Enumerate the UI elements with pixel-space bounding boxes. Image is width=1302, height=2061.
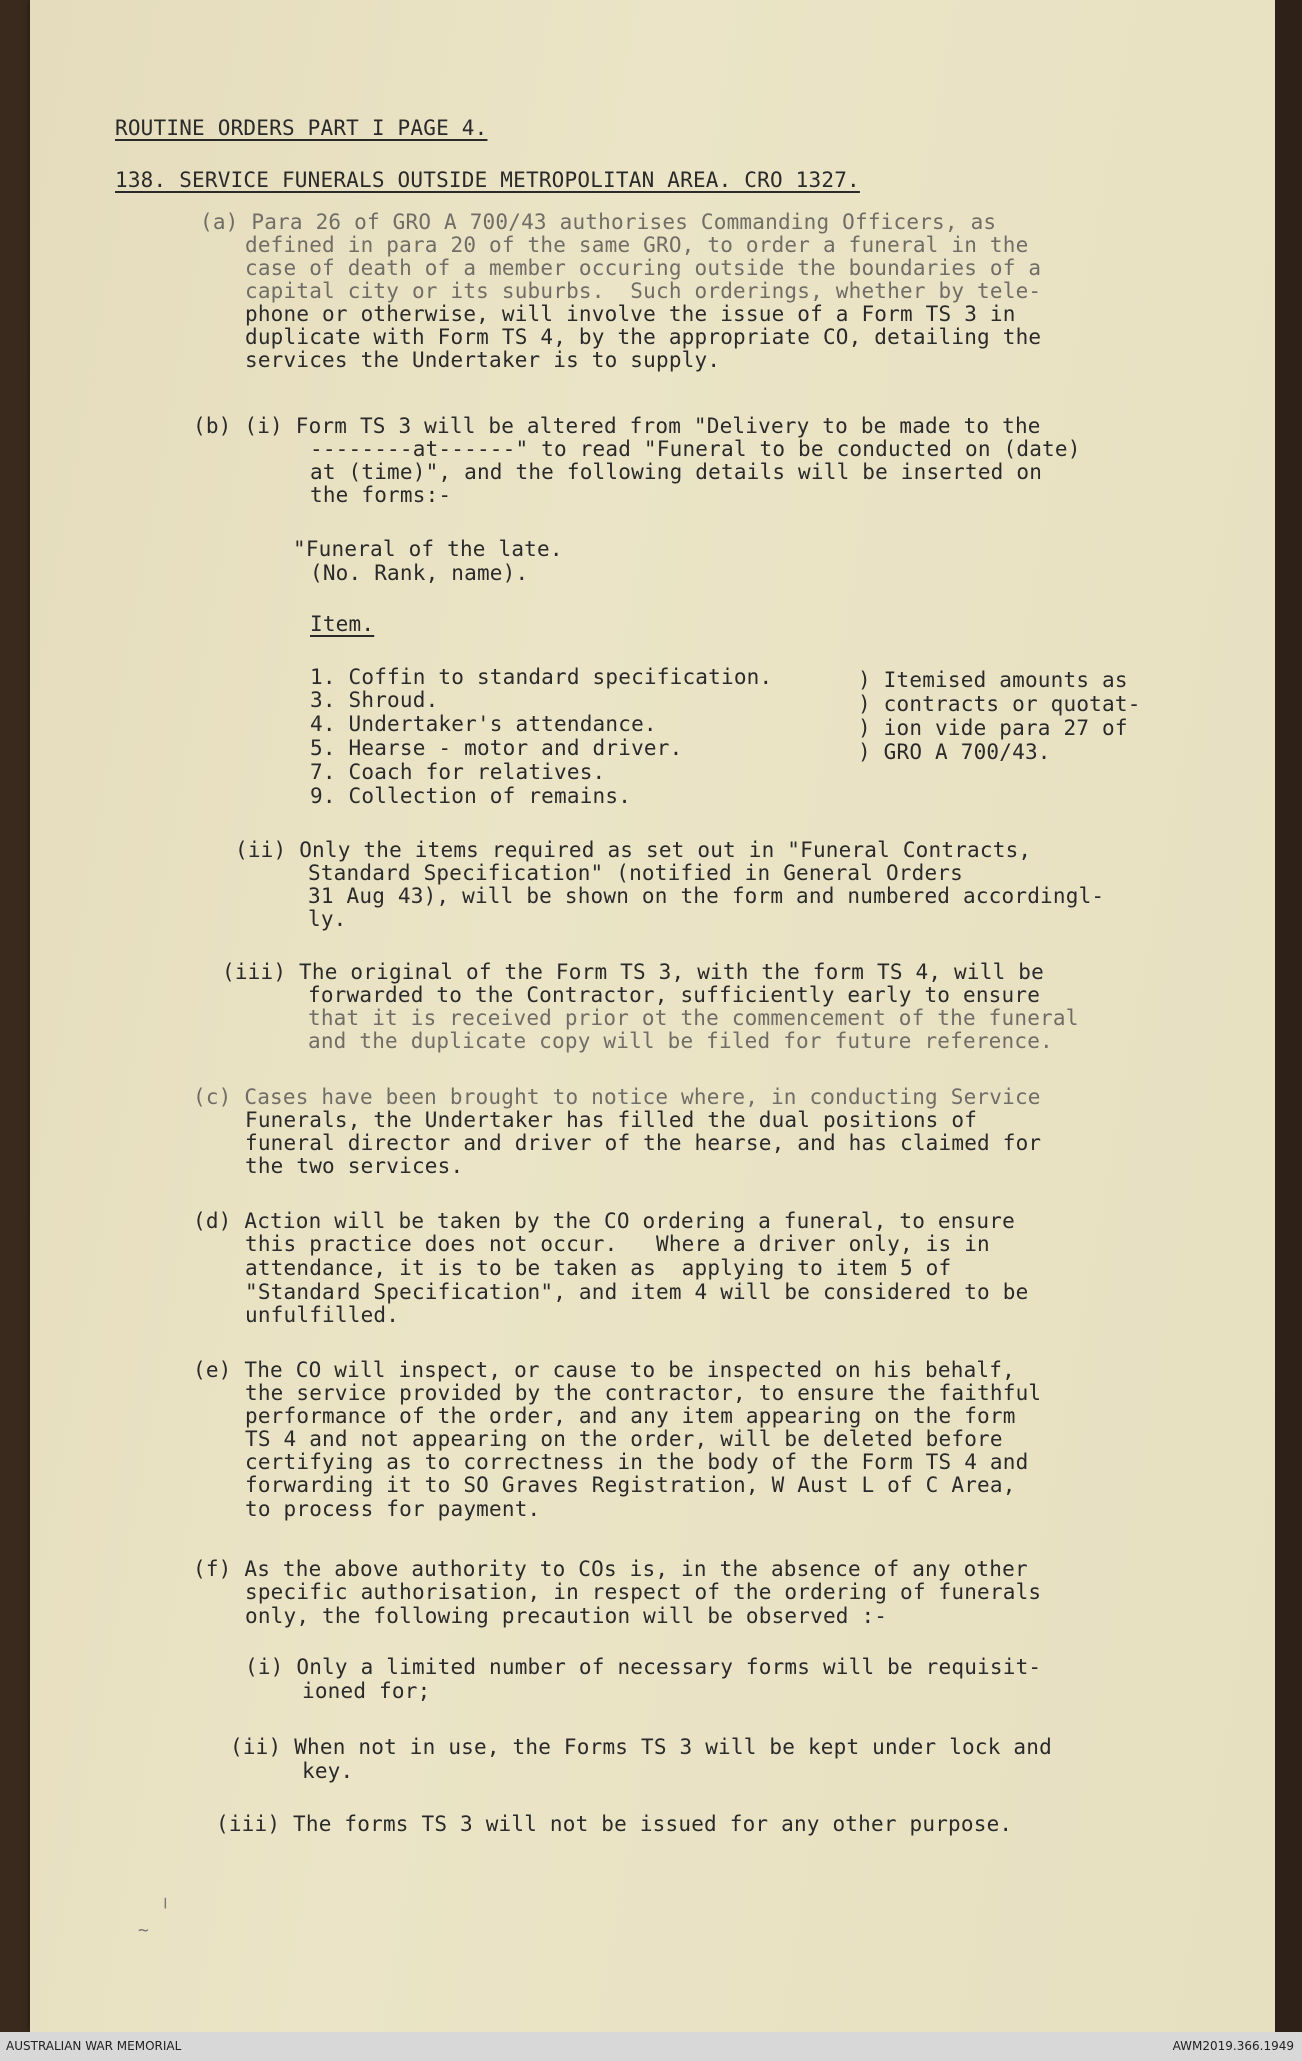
para-e-line: the service provided by the contractor, to ensure the faithful [245,1381,1042,1405]
para-a-line: capital city or its suburbs. Such orderings, whether by tele- [245,279,1042,303]
para-c-line: the two services. [245,1154,464,1178]
para-f-iii-line: (iii) The forms TS 3 will not be issued for any other purpose. [216,1812,1013,1836]
para-a-line: services the Undertaker is to supply. [245,348,721,372]
itemised-note-line: ) Itemised amounts as [858,668,1128,692]
para-e-line: performance of the order, and any item appearing on the form [245,1404,1016,1428]
para-e-line: TS 4 and not appearing on the order, will be deleted before [245,1427,1003,1451]
funeral-of-line: (No. Rank, name). [310,561,529,585]
para-b-i-line: (b) (i) Form TS 3 will be altered from "Delivery to be made to the [193,414,1041,438]
itemised-note-line: ) GRO A 700/43. [858,740,1051,764]
ink-smudge: ╷ [160,1888,171,1909]
para-b-i-line: --------at------" to read "Funeral to be conducted on (date) [310,437,1081,461]
para-a-line: phone or otherwise, will involve the issue of a Form TS 3 in [245,302,1016,326]
para-d-line: (d) Action will be taken by the CO ordering a funeral, to ensure [193,1209,1015,1233]
para-a-line: defined in para 20 of the same GRO, to order a funeral in the [245,233,1029,257]
footer-institution: AUSTRALIAN WAR MEMORIAL [6,2039,182,2053]
para-c-line: (c) Cases have been brought to notice where, in conducting Service [193,1085,1041,1109]
para-f-i-line: ioned for; [302,1679,431,1703]
item-heading: Item. [310,612,375,636]
para-b-iii-line: forwarded to the Contractor, sufficiently early to ensure [308,983,1041,1007]
para-a-line: duplicate with Form TS 4, by the appropriate CO, detailing the [245,325,1042,349]
archive-footer [0,2032,1302,2061]
para-e-line: to process for payment. [245,1497,541,1521]
para-b-iii-line: that it is received prior ot the commencement of the funeral [308,1006,1079,1030]
para-e-line: certifying as to correctness in the body of the Form TS 4 and [245,1450,1029,1474]
scan-edge [1275,0,1302,2032]
para-b-ii-line: ly. [308,907,347,931]
para-f-line: specific authorisation, in respect of the ordering of funerals [245,1580,1042,1604]
para-c-line: Funerals, the Undertaker has filled the dual positions of [245,1108,978,1132]
para-b-ii-line: 31 Aug 43), will be shown on the form and numbered accordingl- [308,884,1105,908]
item-line: 7. Coach for relatives. [310,760,606,784]
section-heading: 138. SERVICE FUNERALS OUTSIDE METROPOLITAN AREA. CRO 1327. [115,168,860,192]
para-f-line: (f) As the above authority to COs is, in the absence of any other [193,1557,1028,1581]
para-b-i-line: at (time)", and the following details will be inserted on [310,460,1043,484]
para-c-line: funeral director and driver of the hearse, and has claimed for [245,1131,1042,1155]
item-line: 1. Coffin to standard specification. [310,665,773,689]
item-line: 9. Collection of remains. [310,784,632,808]
para-f-line: only, the following precaution will be observed :- [245,1604,888,1628]
itemised-note-line: ) contracts or quotat- [858,692,1141,716]
para-d-line: unfulfilled. [245,1303,400,1327]
para-a-line: case of death of a member occuring outside the boundaries of a [245,256,1042,280]
item-line: 5. Hearse - motor and driver. [310,736,683,760]
para-a-line: (a) Para 26 of GRO A 700/43 authorises Commanding Officers, as [200,210,997,234]
para-e-line: forwarding it to SO Graves Registration, W Aust L of C Area, [245,1473,1016,1497]
footer-accession-number: AWM2019.366.1949 [1172,2039,1294,2053]
page-heading: ROUTINE ORDERS PART I PAGE 4. [115,116,488,140]
para-d-line: this practice does not occur. Where a driver only, is in [245,1232,990,1256]
itemised-note-line: ) ion vide para 27 of [858,716,1128,740]
para-b-iii-line: and the duplicate copy will be filed for future reference. [308,1029,1053,1053]
para-d-line: "Standard Specification", and item 4 will be considered to be [245,1280,1029,1304]
para-b-i-line: the forms:- [310,483,452,507]
para-f-ii-line: (ii) When not in use, the Forms TS 3 will be kept under lock and [230,1735,1052,1759]
para-b-ii-line: Standard Specification" (notified in General Orders [308,861,963,885]
ink-smudge: ~ [138,1920,149,1941]
para-f-i-line: (i) Only a limited number of necessary forms will be requisit- [245,1655,1042,1679]
item-line: 3. Shroud. [310,688,439,712]
para-d-line: attendance, it is to be taken as applying to item 5 of [245,1256,952,1280]
funeral-of-line: "Funeral of the late. [293,537,563,561]
para-e-line: (e) The CO will inspect, or cause to be inspected on his behalf, [193,1358,1015,1382]
para-b-iii-line: (iii) The original of the Form TS 3, with the form TS 4, will be [222,960,1044,984]
para-b-ii-line: (ii) Only the items required as set out in "Funeral Contracts, [235,838,1032,862]
item-line: 4. Undertaker's attendance. [310,712,657,736]
para-f-ii-line: key. [302,1759,354,1783]
